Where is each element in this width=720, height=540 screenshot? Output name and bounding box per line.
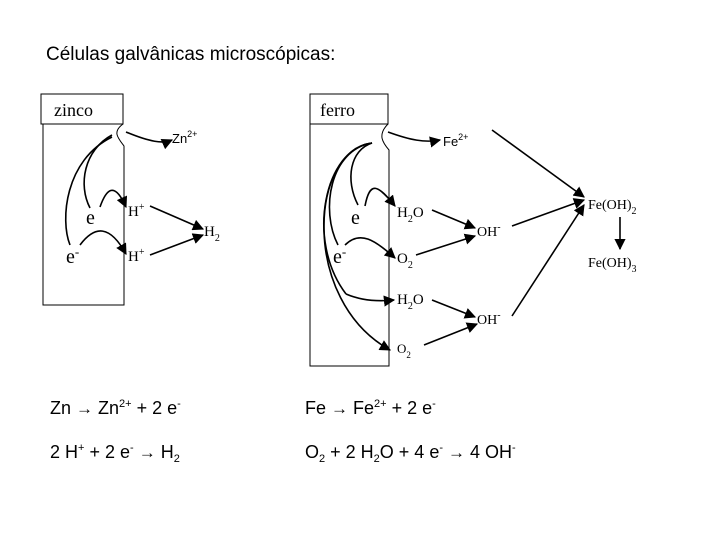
arrow-h2o-to-oh-2 — [432, 300, 475, 317]
arrow-h2o-to-oh-1 — [432, 210, 475, 228]
equation-o-reduction: $O_2 + 2$ $H_2O + 4$ e- → 4 OH- — [305, 442, 516, 465]
arrow-zinc-to-zn-ion — [126, 132, 172, 142]
iron-bar — [310, 124, 389, 366]
electron-label-iron-2: e- — [333, 244, 347, 268]
h2-label: $H_2$ — [204, 224, 220, 244]
arrow-o2-to-oh-1 — [416, 236, 475, 255]
oh-label-1: OH- — [477, 222, 501, 240]
h-ion-label-1: H+ — [128, 202, 145, 220]
o2-label-2: $O_2$ — [397, 341, 411, 360]
oh-label-2: OH- — [477, 310, 501, 328]
arrow-h-to-h2-2 — [150, 235, 203, 255]
arrow-fe-to-feoh2 — [492, 130, 584, 197]
iron-arrows — [324, 130, 620, 350]
zn-ion-label: $Zn^{2+}$ — [172, 129, 198, 146]
zinc-label: zinco — [54, 100, 93, 120]
zinc-arrows — [66, 132, 203, 255]
arrow-electron-to-h-2 — [80, 231, 126, 254]
equation-zn-oxidation: $Zn \to Zn^{2+} + 2$ e- — [50, 398, 181, 418]
arrow-h-to-h2-1 — [150, 206, 203, 229]
electron-label-iron-1: e — [351, 207, 360, 229]
arrow-electron-to-h-1 — [100, 190, 126, 207]
feoh3-label: $Fe(OH)_3$ — [588, 256, 637, 275]
arrow-e-curve-1 — [351, 143, 372, 205]
arrow-e-to-o2-1 — [345, 238, 395, 258]
arrow-e-to-h2o-1 — [365, 188, 395, 206]
equation-fe-oxidation: $Fe \to Fe^{2+} + 2$ e- — [305, 398, 436, 418]
h2o-label-2: $H_2O$ — [397, 292, 424, 312]
arrow-iron-to-fe-ion — [388, 132, 440, 141]
electron-label-zinc-2: e- — [66, 244, 80, 268]
electron-label-zinc-1: e — [86, 207, 95, 229]
arrow-o2-to-oh-2 — [424, 324, 477, 345]
o2-label-1: $O_2$ — [397, 251, 413, 271]
h2o-label-1: $H_2O$ — [397, 205, 424, 225]
iron-label: ferro — [320, 100, 355, 120]
feoh2-label: $Fe(OH)_2$ — [588, 198, 637, 217]
equation-h-reduction: 2 H+ + 2 $e^- \to H_2$ — [50, 442, 180, 465]
h-ion-label-2: H+ — [128, 247, 145, 265]
fe-ion-label: $Fe^{2+}$ — [443, 132, 469, 149]
slide-title: Células galvânicas microscópicas: — [46, 44, 336, 65]
arrow-e-curve-3 — [324, 143, 372, 294]
arrow-e-curve-2 — [329, 143, 372, 245]
arrow-curve-to-h2o-2 — [346, 294, 394, 301]
zinc-bar — [43, 124, 124, 305]
